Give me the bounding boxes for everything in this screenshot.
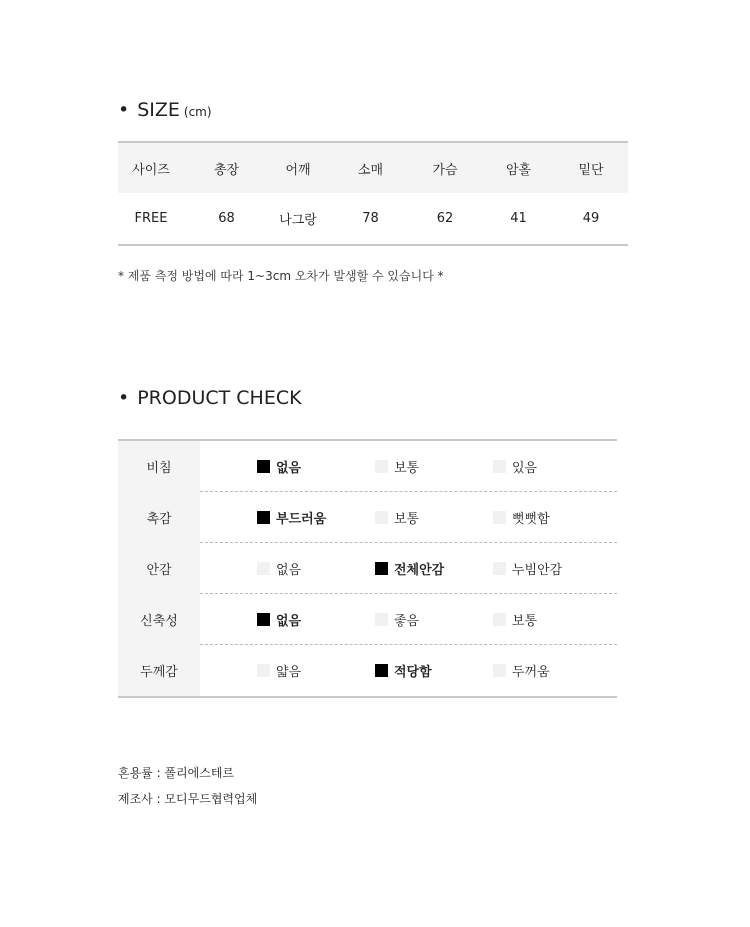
check-row-label: 안감 — [118, 543, 200, 594]
checkbox-indicator — [257, 460, 270, 473]
product-check-table — [118, 439, 617, 698]
check-option-label: 두꺼움 — [512, 665, 550, 680]
size-cell: 78 — [362, 211, 379, 226]
check-option — [257, 441, 301, 492]
product-check-title-text: PRODUCT CHECK — [137, 387, 302, 409]
checkbox-indicator — [493, 511, 506, 524]
checkbox-indicator — [257, 613, 270, 626]
check-row-see-through — [118, 441, 617, 492]
size-header-cell: 소매 — [357, 162, 384, 178]
check-option-label: 보통 — [512, 614, 538, 629]
check-options — [200, 645, 617, 696]
size-cell: 62 — [436, 211, 454, 226]
checkbox-indicator — [257, 664, 270, 677]
check-row-lining — [118, 543, 617, 594]
size-cell: 49 — [582, 211, 600, 226]
checkbox-indicator — [257, 511, 270, 524]
check-option — [493, 594, 537, 645]
check-option — [257, 543, 301, 594]
bullet: • — [118, 387, 130, 409]
size-cell: 41 — [510, 211, 527, 226]
checkbox-indicator — [493, 613, 506, 626]
check-row-stretch — [118, 594, 617, 645]
check-option-label: 뻣뻣함 — [512, 512, 550, 527]
check-option — [493, 441, 537, 492]
checkbox-indicator — [493, 562, 506, 575]
check-options — [200, 441, 617, 492]
checkbox-indicator — [375, 664, 388, 677]
check-option — [493, 543, 562, 594]
check-option — [493, 492, 550, 543]
check-options — [200, 492, 617, 543]
check-row-label: 두께감 — [118, 645, 200, 696]
check-row-label: 촉감 — [118, 492, 200, 543]
size-header-cell: 어깨 — [285, 162, 311, 178]
check-option — [257, 594, 301, 645]
check-option-label: 누빔안감 — [512, 563, 563, 578]
check-option — [375, 492, 419, 543]
size-header-cell: 밑단 — [578, 162, 604, 178]
size-header-cell: 총장 — [213, 162, 240, 178]
checkbox-indicator — [375, 460, 388, 473]
check-option-label: 보통 — [394, 461, 420, 476]
check-row-label: 비침 — [118, 441, 200, 492]
size-header-cell: 사이즈 — [132, 162, 170, 178]
check-option-label: 보통 — [394, 512, 420, 527]
check-options — [200, 594, 617, 645]
check-option — [375, 645, 432, 696]
size-section-title — [118, 99, 212, 121]
size-unit: (cm) — [183, 105, 212, 119]
check-option — [375, 543, 444, 594]
checkbox-indicator — [493, 460, 506, 473]
checkbox-indicator — [375, 511, 388, 524]
size-title-text: SIZE — [137, 99, 180, 121]
check-row-label: 신축성 — [118, 594, 200, 645]
checkbox-indicator — [375, 562, 388, 575]
checkbox-indicator — [493, 664, 506, 677]
check-option-label: 적당함 — [394, 665, 432, 680]
size-header-cell: 가슴 — [432, 162, 458, 178]
check-option — [257, 492, 326, 543]
check-row-texture — [118, 492, 617, 543]
check-option — [375, 441, 419, 492]
check-options — [200, 543, 617, 594]
product-check-title — [118, 387, 302, 409]
check-option-label: 없음 — [276, 614, 302, 629]
check-option — [375, 594, 419, 645]
check-option-label: 부드러움 — [276, 512, 327, 527]
check-option — [257, 645, 301, 696]
check-option-label: 얇음 — [276, 665, 302, 680]
check-row-thickness — [118, 645, 617, 696]
check-option-label: 좋음 — [394, 614, 420, 629]
checkbox-indicator — [375, 613, 388, 626]
size-measurement-note: * 제품 측정 방법에 따라 1~3cm 오차가 발생할 수 있습니다 * — [118, 269, 444, 283]
check-option — [493, 645, 550, 696]
bullet: • — [118, 99, 130, 121]
checkbox-indicator — [257, 562, 270, 575]
check-option-label: 전체안감 — [394, 563, 445, 578]
check-option-label: 있음 — [512, 461, 538, 476]
size-table — [118, 141, 628, 246]
check-option-label: 없음 — [276, 563, 302, 578]
size-table-row — [118, 193, 628, 244]
size-header-cell: 암홀 — [505, 162, 532, 178]
size-table-header-row — [118, 143, 628, 193]
size-cell: 나그랑 — [279, 213, 317, 228]
manufacturer-info: 제조사 : 모디무드협력업체 — [118, 792, 258, 806]
material-info: 혼용률 : 폴리에스테르 — [118, 766, 235, 780]
size-cell: 68 — [218, 211, 235, 226]
size-cell: FREE — [134, 211, 168, 226]
check-option-label: 없음 — [276, 461, 302, 476]
